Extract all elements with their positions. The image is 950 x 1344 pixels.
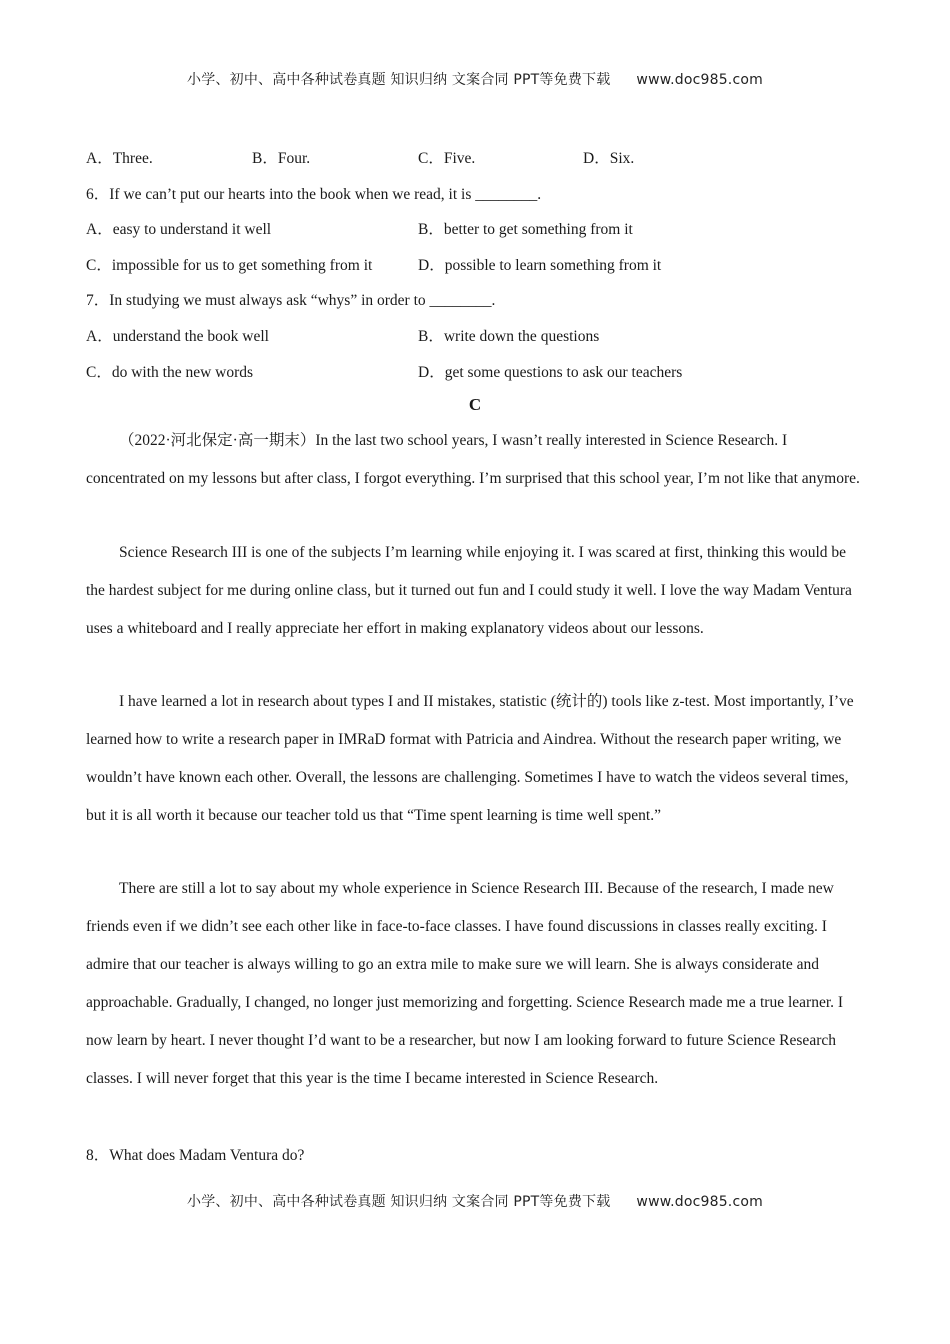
passage-paragraph-1: （2022·河北保定·高一期末）In the last two school years, I wasn’t really interested in Science Research. I concentrated on my lessons but after class, I forgot everything. I’m surprised that this school year, I’m not like that anymore. — [86, 432, 860, 487]
header-banner-text: 小学、初中、高中各种试卷真题 知识归纳 文案合同 PPT等免费下载 — [187, 72, 611, 88]
header-banner — [0, 69, 950, 89]
q6-option-a: A．easy to understand it well — [86, 221, 272, 238]
q6-option-d: D．possible to learn something from it — [418, 257, 662, 274]
q5-option-d: D．Six. — [583, 150, 635, 167]
passage-paragraph-4: There are still a lot to say about my whole experience in Science Research III. Because of the research, I made new friends even if we didn’t see each other like in face-to-face classes. I have found discussions in classes really exciting. I admire that our teacher is always willing to go an extra mile to make sure we will learn. She is always considerate and approachable. Gradually, I changed, no longer just memorizing and forgetting. Science Research made me a true learner. I now learn by heart. I never thought I’d want to be a researcher, but now I am looking forward to future Science Research classes. I will never forget that this year is the time I became interested in Science Research. — [86, 880, 844, 1087]
q7-stem: 7．In studying we must always ask “whys” in order to ________. — [86, 292, 496, 309]
q6-stem: 6．If we can’t put our hearts into the book when we read, it is ________. — [86, 186, 542, 203]
q6-option-b: B．better to get something from it — [418, 221, 633, 238]
header-banner-url[interactable]: www.doc985.com — [636, 72, 763, 88]
q8-stem: 8．What does Madam Ventura do? — [86, 1147, 305, 1164]
footer-banner-text: 小学、初中、高中各种试卷真题 知识归纳 文案合同 PPT等免费下载 — [187, 1194, 611, 1210]
q5-option-a: A．Three. — [86, 150, 153, 167]
q5-option-c: C．Five. — [418, 150, 476, 167]
footer-banner-url[interactable]: www.doc985.com — [636, 1194, 763, 1210]
passage-paragraph-2: Science Research III is one of the subjects I’m learning while enjoying it. I was scared at first, thinking this would be the hardest subject for me during online class, but it turned out fun and I could study it well. I love the way Madam Ventura uses a whiteboard and I really appreciate her effort in making explanatory videos about our lessons. — [86, 544, 852, 637]
q7-option-d: D．get some questions to ask our teachers — [418, 364, 683, 381]
section-c-heading: C — [468, 395, 482, 414]
q5-option-b: B．Four. — [252, 150, 311, 167]
passage-paragraph-3: I have learned a lot in research about types I and II mistakes, statistic (统计的) tools like z-test. Most importantly, I’ve learned how to write a research paper in IMRaD format with Patricia and Aindrea. Without the research paper writing, we wouldn’t have known each other. Overall, the lessons are challenging. Sometimes I have to watch the videos several times, but it is all worth it because our teacher told us that “Time spent learning is time well spent.” — [86, 693, 854, 824]
q7-option-b: B．write down the questions — [418, 328, 600, 345]
footer-banner — [0, 1191, 950, 1211]
q7-option-c: C．do with the new words — [86, 364, 254, 381]
q6-option-c: C．impossible for us to get something from it — [86, 257, 373, 274]
q7-option-a: A．understand the book well — [86, 328, 269, 345]
